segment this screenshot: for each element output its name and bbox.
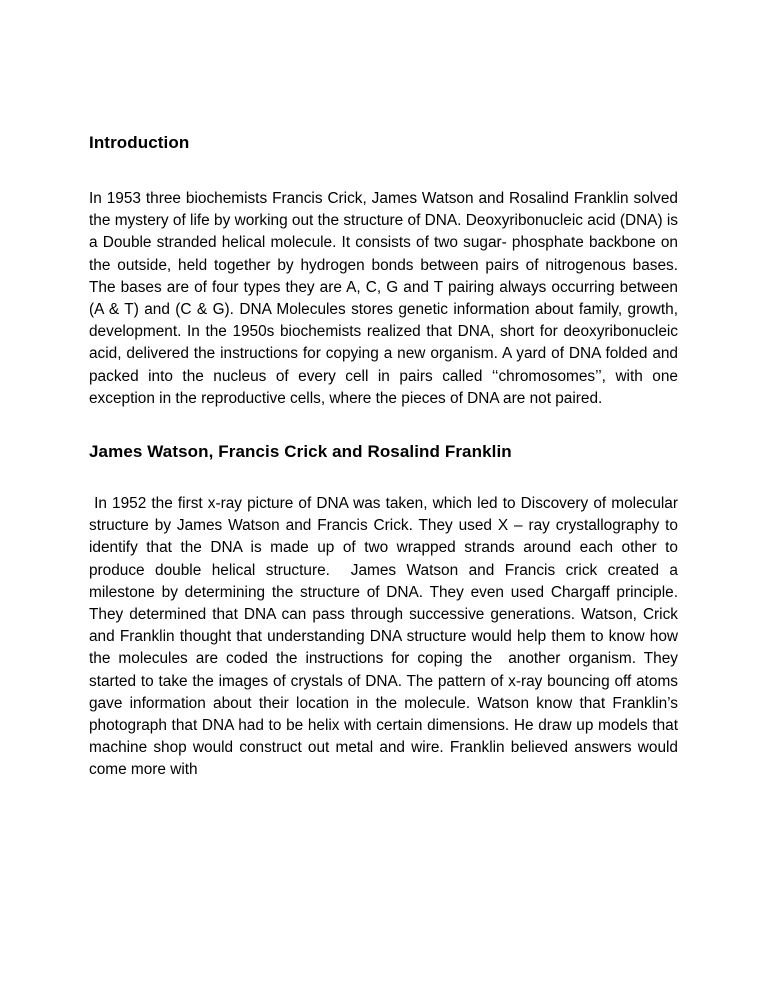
section-heading-scientists: James Watson, Francis Crick and Rosalind Franklin — [89, 442, 512, 462]
document-body — [89, 132, 683, 782]
paragraph-introduction: In 1953 three biochemists Francis Crick, James Watson and Rosalind Franklin solved the mystery of life by working out the structure of DNA. Deoxyribonucleic acid (DNA) is a Double stranded helical molecule. It consists of two sugar- phosphate backbone on the outside, held together by hydrogen bonds between pairs of nitrogenous bases. The bases are of four types they are A, C, G and T pairing always occurring between (A & T) and (C & G). DNA Molecules stores genetic information about family, growth, development. In the 1950s biochemists realized that DNA, short for deoxyribonucleic acid, delivered the instructions for copying a new organism. A yard of DNA folded and packed into the nucleus of every cell in pairs called ‘‘chromosomes’’, with one exception in the reproductive cells, where the pieces of DNA are not paired. — [89, 190, 683, 407]
paragraph-scientists: In 1952 the first x-ray picture of DNA was taken, which led to Discovery of molecular structure by James Watson and Francis Crick. They used X – ray crystallography to identify that the DNA is made up of two wrapped strands around each other to produce double helical structure. James Watson and Francis crick created a milestone by determining the structure of DNA. They even used Chargaff principle. They determined that DNA can pass through successive generations. Watson, Crick and Franklin thought that understanding DNA structure would help them to know how the molecules are coded the instructions for coping the another organism. They started to take the images of crystals of DNA. The pattern of x-ray bouncing off atoms gave information about their location in the molecule. Watson know that Franklin’s photograph that DNA had to be helix with certain dimensions. He draw up models that machine shop would construct out metal and wire. Franklin believed answers would come more with — [89, 495, 683, 779]
spacer-after-introduction-heading — [89, 154, 678, 188]
spacer-after-introduction-paragraph — [89, 410, 678, 441]
section-heading-introduction: Introduction — [89, 133, 190, 152]
spacer-after-scientists-heading — [89, 463, 678, 493]
